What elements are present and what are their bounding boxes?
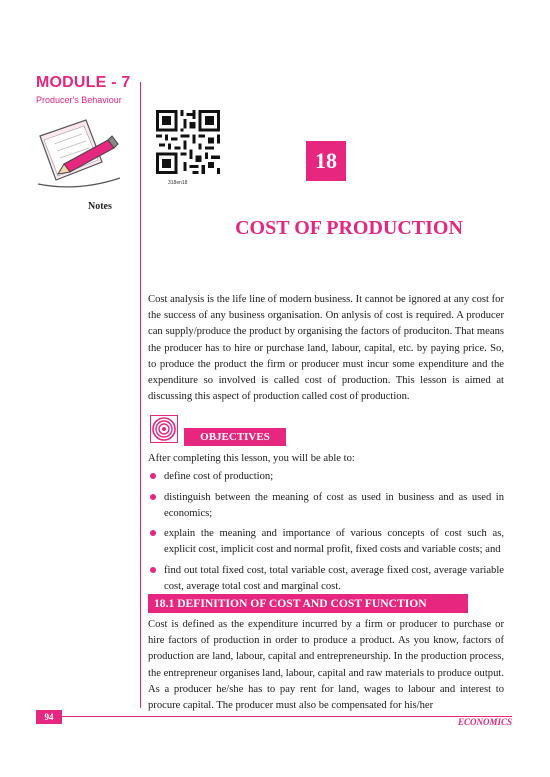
bullet-icon [150, 530, 156, 536]
margin-divider [140, 82, 141, 708]
qr-caption: 318en18 [168, 180, 188, 186]
list-item-text: find out total fixed cost, total variable cost, average fixed cost, average variable cost, average total cost and marginal cost. [164, 564, 504, 592]
pencil-notepad-icon [34, 118, 122, 192]
section-heading: 18.1 DEFINITION OF COST AND COST FUNCTION [148, 594, 468, 613]
objectives-intro: After completing this lesson, you will be able to: [148, 453, 355, 464]
bullet-icon [150, 567, 156, 573]
chapter-title: COST OF PRODUCTION [235, 217, 463, 239]
bullet-icon [150, 473, 156, 479]
list-item [150, 490, 504, 522]
list-item-text: distinguish between the meaning of cost as used in business and as used in economics; [164, 491, 504, 519]
chapter-number: 18 [306, 141, 346, 181]
bullet-icon [150, 494, 156, 500]
list-item [150, 469, 504, 485]
objectives-list [150, 469, 504, 600]
module-title: MODULE - 7 [36, 74, 131, 91]
page-number: 94 [36, 710, 62, 724]
list-item-text: explain the meaning and importance of various concepts of cost such as, explicit cost, implicit cost and normal profit, fixed costs and variable costs; and [164, 528, 504, 556]
notes-label: Notes [88, 201, 112, 212]
qr-code [156, 110, 220, 174]
list-item [150, 563, 504, 595]
list-item [150, 526, 504, 558]
list-item-text: define cost of production; [164, 471, 274, 482]
intro-paragraph: Cost analysis is the life line of modern business. It cannot be ignored at any cost for the success of any business organisation. On anlysis of cost is required. A producer can supply/produce the product by organising the factors of produciton. That means the producer has to hire or purchase land, labour, capital, etc. by paying price. So, to produce the product the firm or producer must incur some expenditure and the expenditure so involved is called cost of production. This lesson is aimed at discussing this aspect of production called cost of production. [148, 294, 504, 403]
section-paragraph: Cost is defined as the expenditure incurred by a firm or producer to purchase or hire factors of production in order to produce a product. As you know, factors of production are land, labour, capital and entrepreneurship. In the production process, the entrepreneur organises land, labour, capital and raw materials to produce output. As a producer he/she has to pay rent for land, wages to labour and interest to procure capital. The producer must also be compensated for his/her [148, 619, 504, 712]
objectives-heading: OBJECTIVES [184, 428, 286, 446]
footer-subject: ECONOMICS [457, 717, 512, 727]
target-icon [150, 415, 178, 443]
module-subtitle: Producer's Behaviour [36, 95, 122, 105]
